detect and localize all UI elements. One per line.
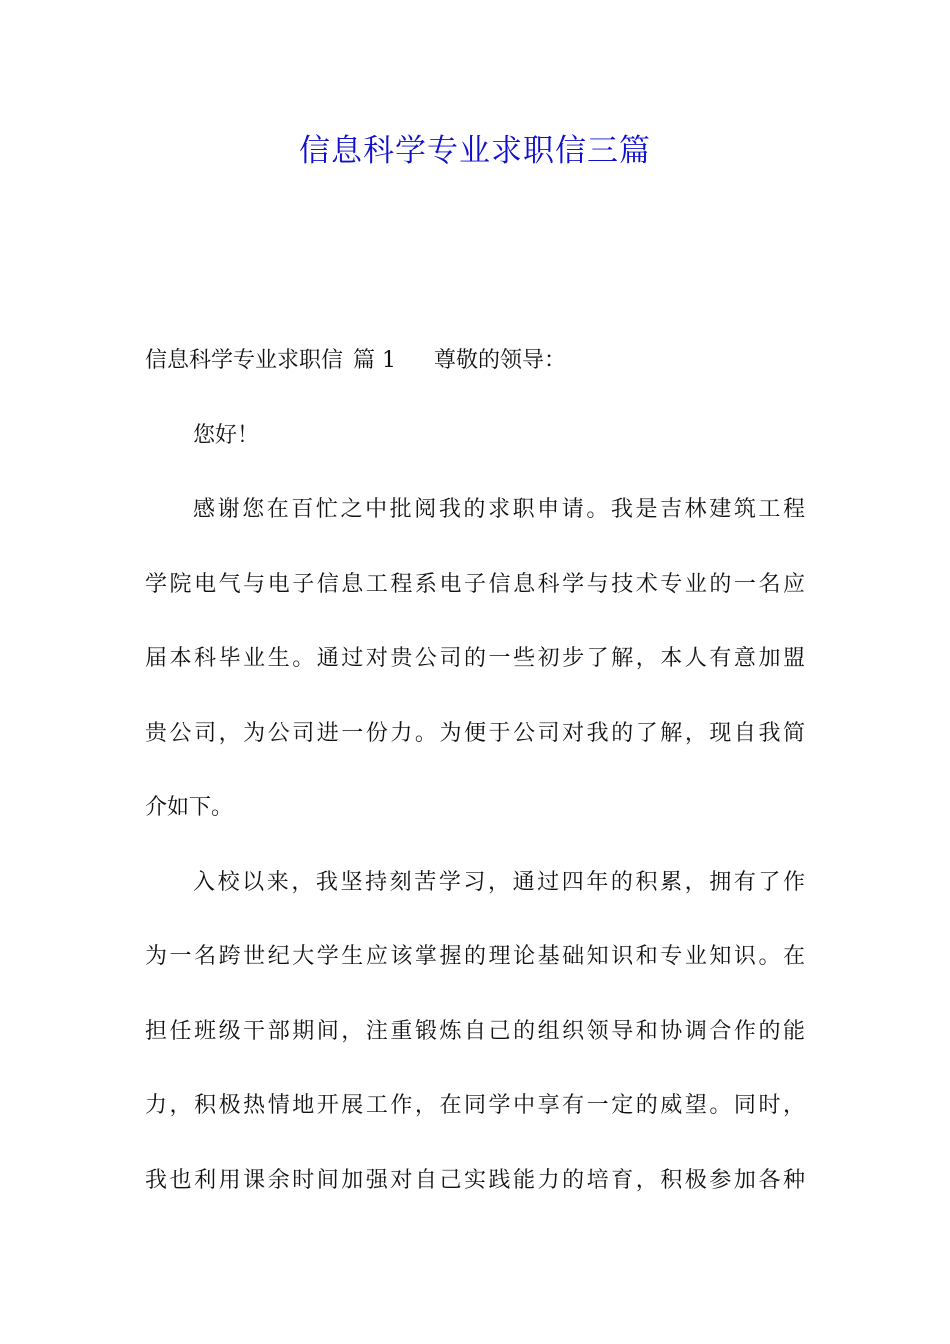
document-title: 信息科学专业求职信三篇 <box>299 133 651 169</box>
salutation: 尊敬的领导： <box>434 348 567 373</box>
paragraph-line: 介如下。 <box>145 795 234 820</box>
document-body <box>145 324 805 1218</box>
paragraph-line: 届本科毕业生。通过对贵公司的一些初步了解，本人有意加盟 <box>145 646 805 671</box>
greeting: 您好！ <box>193 422 260 448</box>
paragraph-line: 为一名跨世纪大学生应该掌握的理论基础知识和专业知识。在 <box>145 944 805 969</box>
paragraph-line: 力，积极热情地开展工作，在同学中享有一定的威望。同时， <box>145 1093 805 1118</box>
paragraph-line: 入校以来，我坚持刻苦学习，通过四年的积累，拥有了作 <box>193 869 805 895</box>
letter-heading: 信息科学专业求职信 <box>145 348 344 373</box>
paragraph-line: 贵公司，为公司进一份力。为便于公司对我的了解，现自我简 <box>145 720 805 746</box>
paragraph-line: 学院电气与电子信息工程系电子信息科学与技术专业的一名应 <box>145 571 805 597</box>
paragraph-line: 担任班级干部期间，注重锻炼自己的组织领导和协调合作的能 <box>145 1018 805 1044</box>
header-line <box>145 324 805 399</box>
paragraph-line: 感谢您在百忙之中批阅我的求职申请。我是吉林建筑工程 <box>193 497 805 522</box>
section-label: 篇 1 <box>353 348 397 373</box>
paragraph-line: 我也利用课余时间加强对自己实践能力的培育，积极参加各种 <box>145 1167 805 1193</box>
